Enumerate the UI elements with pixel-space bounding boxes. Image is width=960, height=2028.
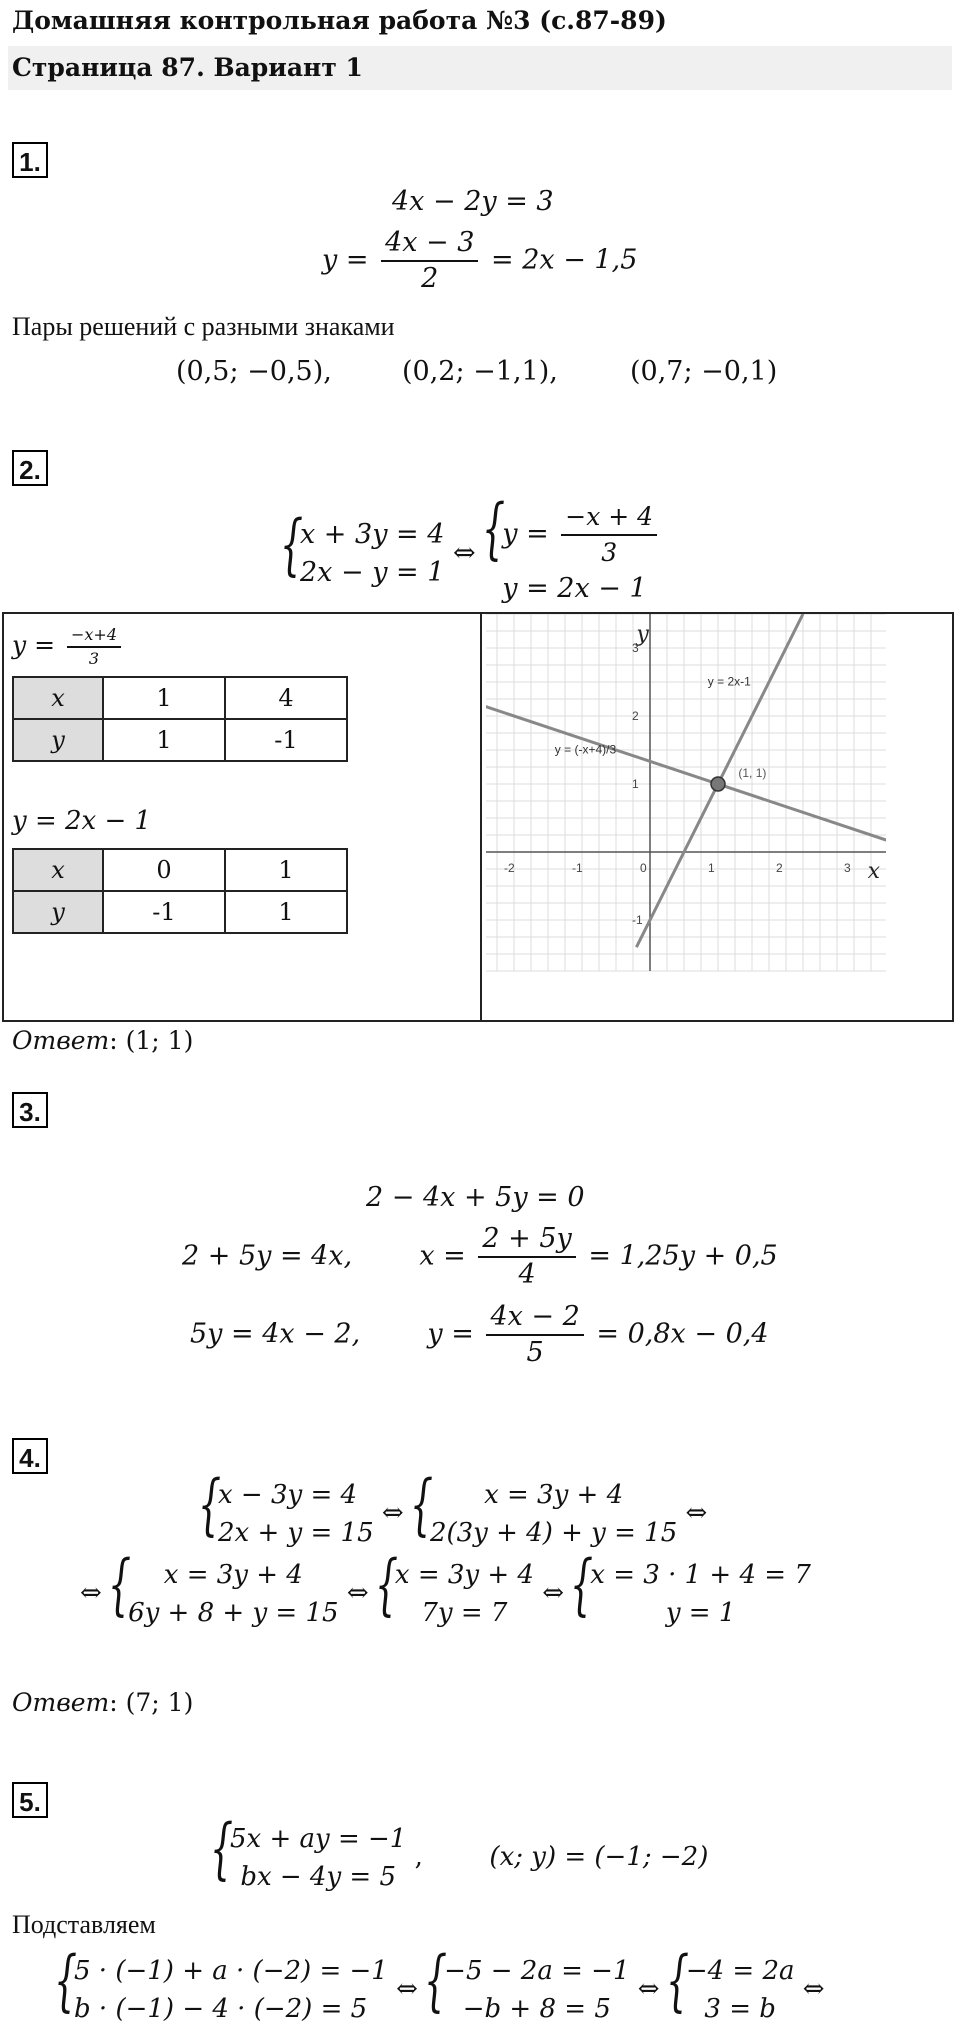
task2-box-divider (480, 612, 482, 1022)
table-cell: 4 (225, 677, 347, 719)
task-number-1: 1. (12, 142, 48, 178)
task1-frac-num: 4x − 3 (381, 226, 478, 262)
task5-system (212, 1820, 406, 1896)
table1-frac-den: 3 (88, 649, 100, 668)
task2-frac-num: −x + 4 (561, 500, 657, 536)
table-row (13, 891, 347, 933)
task3-frac2-num: 4x − 2 (486, 1300, 583, 1336)
task2-system-right (484, 500, 661, 608)
table-cell: 1 (103, 677, 225, 719)
value-table-1 (12, 676, 348, 762)
value-table-2 (12, 848, 348, 934)
task2-sys-right-row2: y = 2x − 1 (502, 573, 647, 604)
task3-eq3-b: y = (427, 1318, 474, 1350)
task3-equation: 2 − 4x + 5y = 0 (366, 1182, 585, 1213)
x-axis-label: x (867, 859, 881, 884)
intersection-point (711, 777, 725, 791)
table1-caption-label: y = (12, 630, 56, 660)
task5-sys-row2: bx − 4y = 5 (240, 1862, 397, 1892)
task4-equiv: ⇔ (685, 1498, 708, 1528)
task3-frac-2 (486, 1300, 583, 1370)
task3-eq2-a: 2 + 5y = 4x, (182, 1240, 353, 1272)
task4-line1 (200, 1476, 707, 1552)
task5-text: Подставляем (12, 1910, 156, 1939)
task2-sys-right-row1 (502, 500, 661, 570)
task4-equiv: ⇔ (80, 1578, 102, 1608)
task1-frac-den: 2 (421, 263, 439, 294)
task1-expr-right: = 2x − 1,5 (491, 244, 638, 276)
table-cell: -1 (225, 719, 347, 761)
task3-eq3-c: = 0,8x − 0,4 (596, 1318, 769, 1350)
table-row (13, 677, 347, 719)
task5-equiv: ⇔ (396, 1974, 418, 2004)
task5-s2-row2: −b + 8 = 5 (462, 1994, 611, 2024)
task4-answer-value: : (7; 1) (109, 1688, 194, 1717)
task-number-3: 3. (12, 1092, 48, 1128)
task1-fraction (381, 226, 478, 296)
task4-s4-row1: { x = 3y + 4 (394, 1560, 534, 1590)
page-title: Домашняя контрольная работа №3 (с.87-89) (8, 0, 952, 42)
task2-frac-den: 3 (601, 538, 618, 567)
y-axis-label: y (636, 622, 649, 648)
table1-frac-num: −x+4 (67, 624, 121, 648)
task4-system-3 (110, 1556, 339, 1632)
task3-frac1-den: 4 (518, 1259, 536, 1290)
task5-s3-row1: { −4 = 2a (685, 1956, 795, 1986)
table-cell: y (13, 719, 103, 761)
task4-answer (12, 1688, 193, 1717)
task5-equiv: ⇔ (802, 1974, 825, 2004)
task-number-2: 2. (12, 450, 48, 486)
task4-answer-label: Ответ (12, 1688, 110, 1717)
task4-s1-row1: { x − 3y = 4 (218, 1480, 358, 1510)
task5-equiv: ⇔ (637, 1974, 660, 2004)
task4-system-1 (200, 1476, 374, 1552)
task5-system-1 (56, 1952, 388, 2028)
line2-label: y = (-x+4)/3 (554, 742, 617, 757)
task5-s1-row1: { 5 · (−1) + a · (−2) = −1 (74, 1956, 388, 1986)
task-number-5: 5. (12, 1782, 48, 1818)
task2-answer-value: : (1; 1) (109, 1026, 194, 1055)
table-row (13, 719, 347, 761)
task5-s2-row1: { −5 − 2a = −1 (444, 1956, 630, 1986)
table-cell: x (13, 677, 103, 719)
x-tick-label: 3 (844, 861, 851, 875)
task4-system-5 (572, 1556, 811, 1632)
function-graph (486, 614, 886, 974)
task5-s1-row2: b · (−1) − 4 · (−2) = 5 (74, 1994, 368, 2024)
task3-line3 (190, 1300, 769, 1370)
task4-s2-row2: 2(3y + 4) + y = 15 (429, 1518, 678, 1548)
task2-sys-right-y: y = (502, 518, 549, 550)
table-cell: 1 (225, 891, 347, 933)
task3-eq2-b: x = (419, 1240, 466, 1272)
task2-sys-left-row1: { x + 3y = 4 (300, 519, 445, 550)
table-cell: -1 (103, 891, 225, 933)
task4-equiv: ⇔ (542, 1578, 565, 1608)
task4-equiv: ⇔ (381, 1498, 404, 1528)
x-tick-label: -1 (572, 861, 583, 875)
task3-frac2-den: 5 (526, 1337, 544, 1368)
task4-s4-row2: 7y = 7 (421, 1598, 508, 1628)
task2-sys-right-frac (561, 500, 657, 570)
task1-pair-1: (0,5; −0,5), (176, 356, 332, 387)
table1-caption-frac (67, 624, 121, 670)
table-row (13, 849, 347, 891)
task2-equiv: ⇔ (453, 537, 476, 569)
task3-eq2-c: = 1,25y + 0,5 (588, 1240, 778, 1272)
task1-expression (322, 226, 637, 296)
task-number-4: 4. (12, 1438, 48, 1474)
task4-s2-row1: { x = 3y + 4 (484, 1480, 624, 1510)
task2-sys-left-row2: 2x − y = 1 (300, 557, 445, 588)
y-tick-label: 2 (632, 709, 639, 723)
x-tick-label: 1 (708, 861, 715, 875)
task4-s1-row2: 2x + y = 15 (218, 1518, 374, 1548)
task5-system-3 (668, 1952, 795, 2028)
task1-equation: 4x − 2y = 3 (392, 186, 554, 217)
task5-system-2 (426, 1952, 629, 2028)
page-subtitle: Страница 87. Вариант 1 (8, 46, 952, 90)
table-cell: 1 (225, 849, 347, 891)
line1-label: y = 2x-1 (707, 674, 751, 689)
task4-s3-row2: 6y + 8 + y = 15 (128, 1598, 339, 1628)
task2-system-left (282, 516, 444, 592)
x-tick-label: 0 (640, 861, 647, 875)
table1-caption (12, 624, 125, 670)
x-tick-label: -2 (504, 861, 515, 875)
task1-expr-left: y = (322, 244, 369, 276)
task4-s5-row1: { x = 3 · 1 + 4 = 7 (590, 1560, 811, 1590)
task4-system-4 (377, 1556, 534, 1632)
task4-line2 (80, 1556, 811, 1632)
table-cell: x (13, 849, 103, 891)
task3-frac1-num: 2 + 5y (478, 1222, 575, 1258)
table-cell: 1 (103, 719, 225, 761)
task4-system-2 (412, 1476, 677, 1552)
task2-answer-label: Ответ (12, 1026, 110, 1055)
task5-line1 (212, 1820, 708, 1896)
task5-comma: , (414, 1842, 423, 1872)
task1-pair-3: (0,7; −0,1) (630, 356, 778, 387)
task4-equiv: ⇔ (346, 1578, 369, 1608)
task2-system (282, 500, 661, 608)
table-cell: 0 (103, 849, 225, 891)
task5-sys-row1: { 5x + ay = −1 (230, 1824, 407, 1854)
task5-point: (x; y) = (−1; −2) (489, 1842, 709, 1872)
task1-text: Пары решений с разными знаками (12, 312, 395, 341)
task3-eq3-a: 5y = 4x − 2, (190, 1318, 361, 1350)
task3-frac-1 (478, 1222, 575, 1292)
table2-caption: y = 2x − 1 (12, 806, 152, 836)
task2-answer (12, 1026, 193, 1055)
y-tick-label: -1 (632, 913, 643, 927)
task4-s3-row1: { x = 3y + 4 (163, 1560, 303, 1590)
task5-line2 (56, 1952, 825, 2028)
line-neg-x-plus-4-over-3 (486, 705, 886, 841)
task3-line2 (182, 1222, 778, 1292)
task4-s5-row2: y = 1 (665, 1598, 736, 1628)
intersection-label: (1, 1) (738, 766, 767, 781)
table-cell: y (13, 891, 103, 933)
task1-pair-2: (0,2; −1,1), (402, 356, 558, 387)
y-tick-label: 1 (632, 777, 639, 791)
task5-s3-row2: 3 = b (704, 1994, 776, 2024)
x-tick-label: 2 (776, 861, 783, 875)
y-tick-label: 3 (632, 641, 639, 655)
